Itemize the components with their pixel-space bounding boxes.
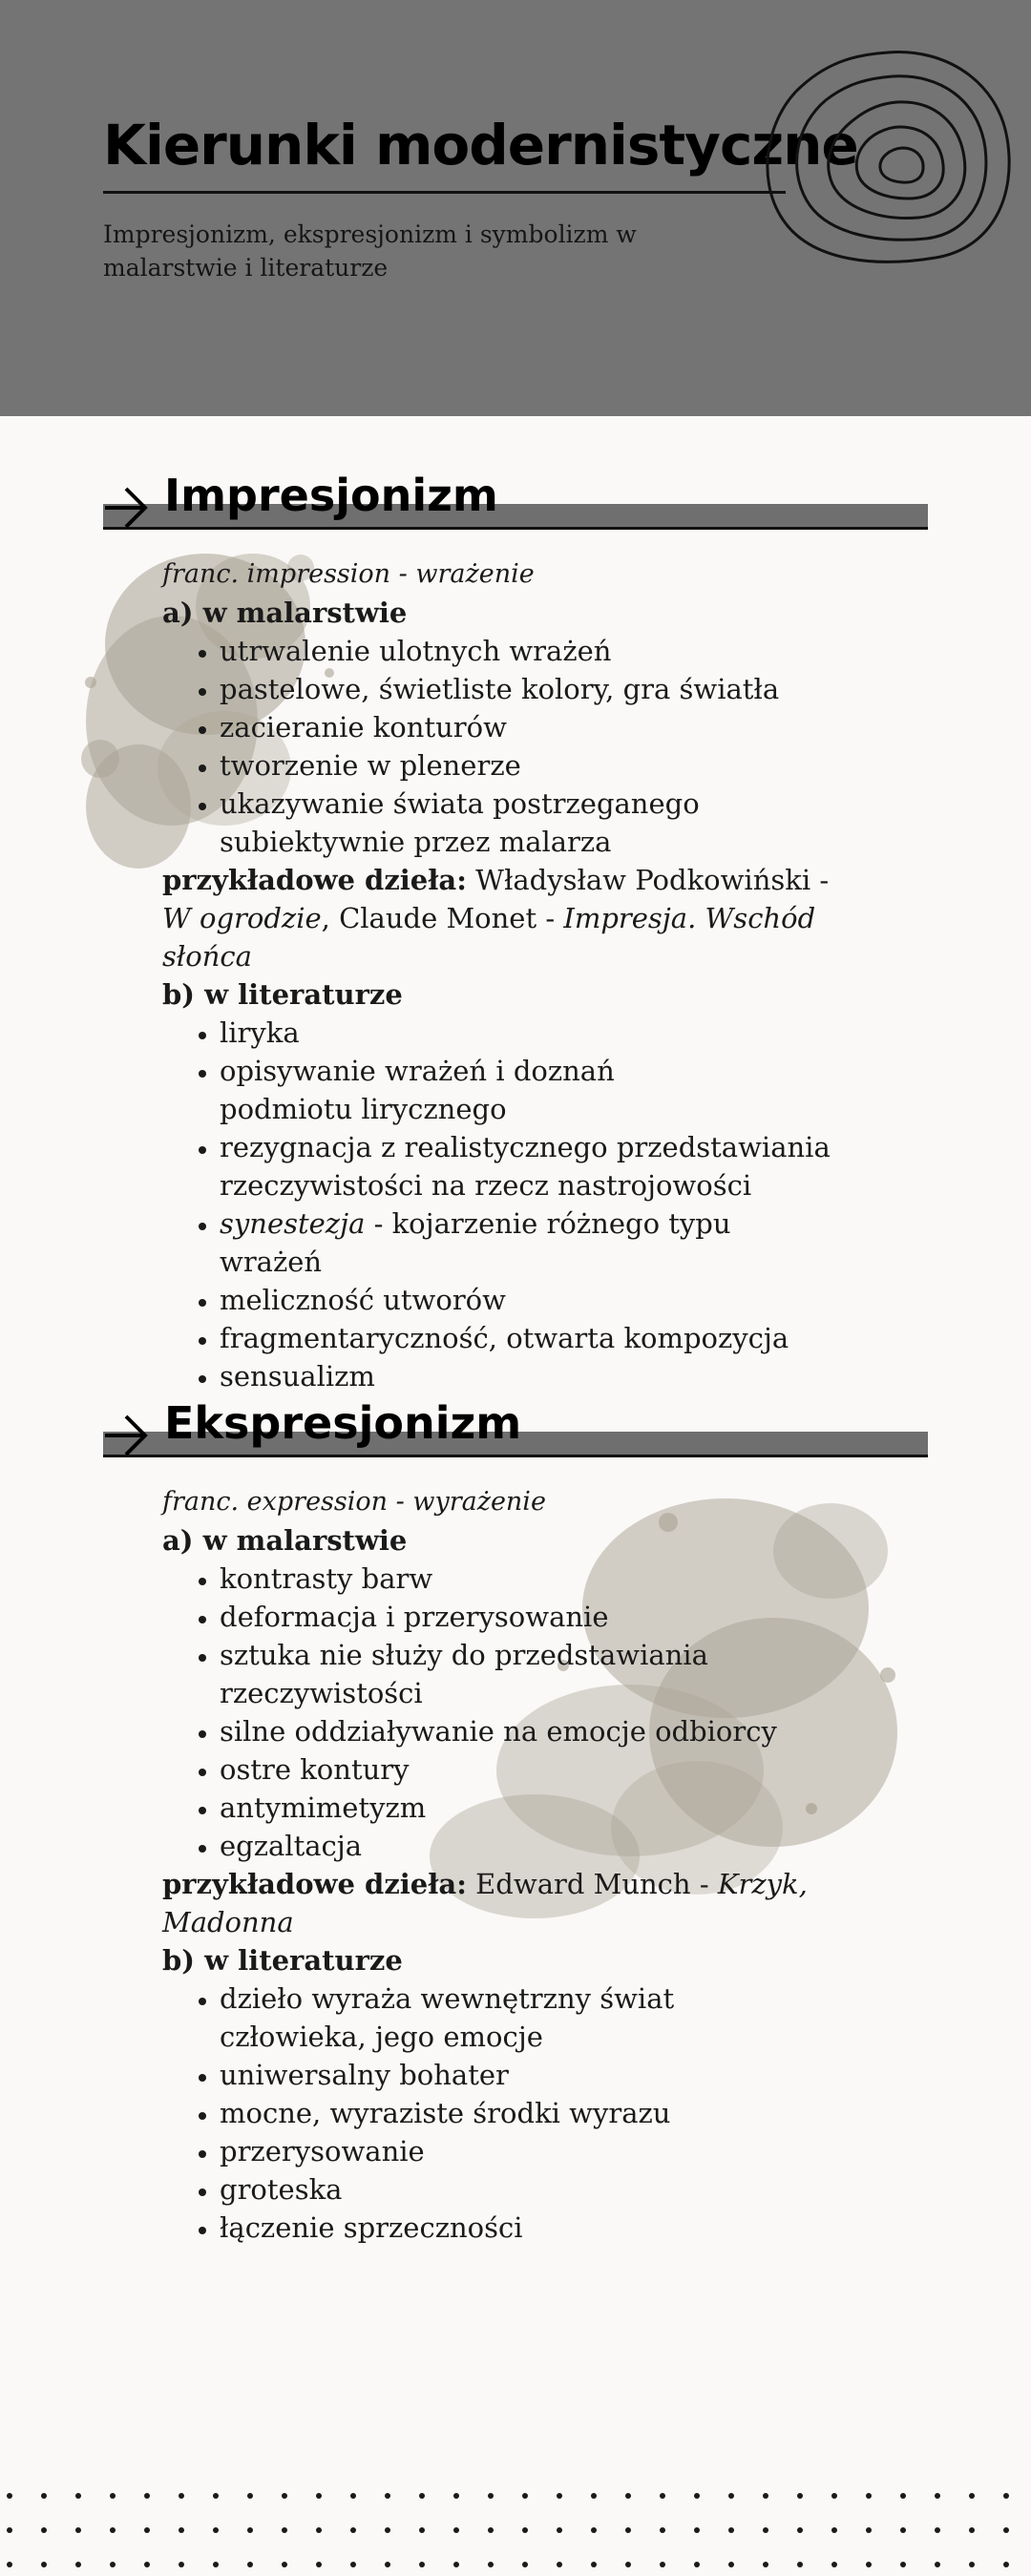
arrow-right-icon — [103, 1411, 151, 1458]
list-item: • deformacja i przerysowanie — [220, 1598, 831, 1636]
etymology-meaning: - wrażenie — [398, 559, 535, 589]
examples-label: przykładowe dzieła: — [162, 864, 467, 896]
list-item: • ostre kontury — [220, 1750, 831, 1789]
list-item: • rezygnacja z realistycznego przedstawiania rzeczywistości na rzecz nastrojowości — [220, 1128, 831, 1204]
list-item: • zacieranie konturów — [220, 708, 831, 746]
list-item — [220, 1204, 831, 1281]
list-item: • fragmentaryczność, otwarta kompozycja — [220, 1319, 831, 1357]
dot-pattern-decoration — [0, 2486, 1031, 2576]
section-content-impresjonizm — [162, 555, 831, 1395]
header-banner — [0, 0, 1031, 416]
examples-author: Edward Munch - — [475, 1868, 709, 1900]
examples-work: W ogrodzie — [162, 902, 322, 934]
list-item: • liryka — [220, 1014, 831, 1052]
examples-author: Władysław Podkowiński - — [475, 864, 830, 896]
arrow-right-icon — [103, 483, 151, 531]
examples-work: Krzyk, Madonna — [162, 1868, 808, 1938]
section-header-line — [103, 1455, 928, 1457]
list-item: • egzaltacja — [220, 1827, 831, 1865]
literature-list — [162, 1979, 831, 2247]
section-title: Impresjonizm — [164, 470, 498, 521]
etymology-meaning: - wyrażenie — [395, 1487, 546, 1517]
examples-author: , Claude Monet - — [321, 902, 556, 934]
etymology-term: franc. impression — [162, 559, 391, 589]
list-item: • łączenie sprzeczności — [220, 2209, 831, 2247]
page-title: Kierunki modernistyczne — [103, 113, 858, 178]
list-item: • przerysowanie — [220, 2132, 831, 2170]
list-item: • ukazywanie świata postrzeganego subiektywnie przez malarza — [220, 785, 716, 861]
examples — [162, 1865, 831, 1941]
section-header-ekspresjonizm — [103, 1397, 930, 1472]
list-item: • groteska — [220, 2170, 831, 2209]
section-content-ekspresjonizm — [162, 1483, 831, 2247]
list-item: • sztuka nie służy do przedstawiania rzeczywistości — [220, 1636, 716, 1712]
synestezja-text: - kojarzenie różnego typu wrażeń — [220, 1207, 731, 1278]
examples-work: Impresja. Wschód słońca — [162, 902, 816, 973]
list-item: • dzieło wyraża wewnętrzny świat człowieka, jego emocje — [220, 1979, 716, 2056]
list-item: • sensualizm — [220, 1357, 831, 1395]
examples-label: przykładowe dzieła: — [162, 1868, 467, 1900]
page-subtitle: Impresjonizm, ekspresjonizm i symbolizm w malarstwie i literaturze — [103, 220, 637, 282]
etymology — [162, 1483, 831, 1521]
subheading-literature: b) w literaturze — [162, 1944, 403, 1977]
subheading-painting: a) w malarstwie — [162, 1524, 408, 1557]
list-item: • kontrasty barw — [220, 1560, 831, 1598]
painting-list — [162, 1560, 831, 1865]
list-item: • tworzenie w plenerze — [220, 746, 831, 785]
subheading-literature: b) w literaturze — [162, 978, 403, 1011]
section-title: Ekspresjonizm — [164, 1397, 522, 1449]
etymology — [162, 555, 831, 594]
section-header-line — [103, 527, 928, 530]
contour-lines-decoration — [754, 43, 1021, 272]
literature-list — [162, 1014, 831, 1395]
list-item: • mocne, wyraziste środki wyrazu — [220, 2094, 831, 2132]
list-item: • utrwalenie ulotnych wrażeń — [220, 632, 831, 670]
list-item: • antymimetyzm — [220, 1789, 831, 1827]
list-item: • silne oddziaływanie na emocje odbiorcy — [220, 1712, 831, 1750]
section-header-impresjonizm — [103, 470, 930, 544]
painting-list — [162, 632, 831, 861]
list-item: • pastelowe, świetliste kolory, gra światła — [220, 670, 831, 708]
synestezja-term: synestezja — [220, 1207, 366, 1240]
examples — [162, 861, 831, 975]
etymology-term: franc. expression — [162, 1487, 389, 1517]
list-item: • meliczność utworów — [220, 1281, 831, 1319]
subheading-painting: a) w malarstwie — [162, 597, 408, 629]
list-item: • opisywanie wrażeń i doznań podmiotu lirycznego — [220, 1052, 754, 1128]
list-item: • uniwersalny bohater — [220, 2056, 831, 2094]
title-underline — [103, 191, 786, 194]
